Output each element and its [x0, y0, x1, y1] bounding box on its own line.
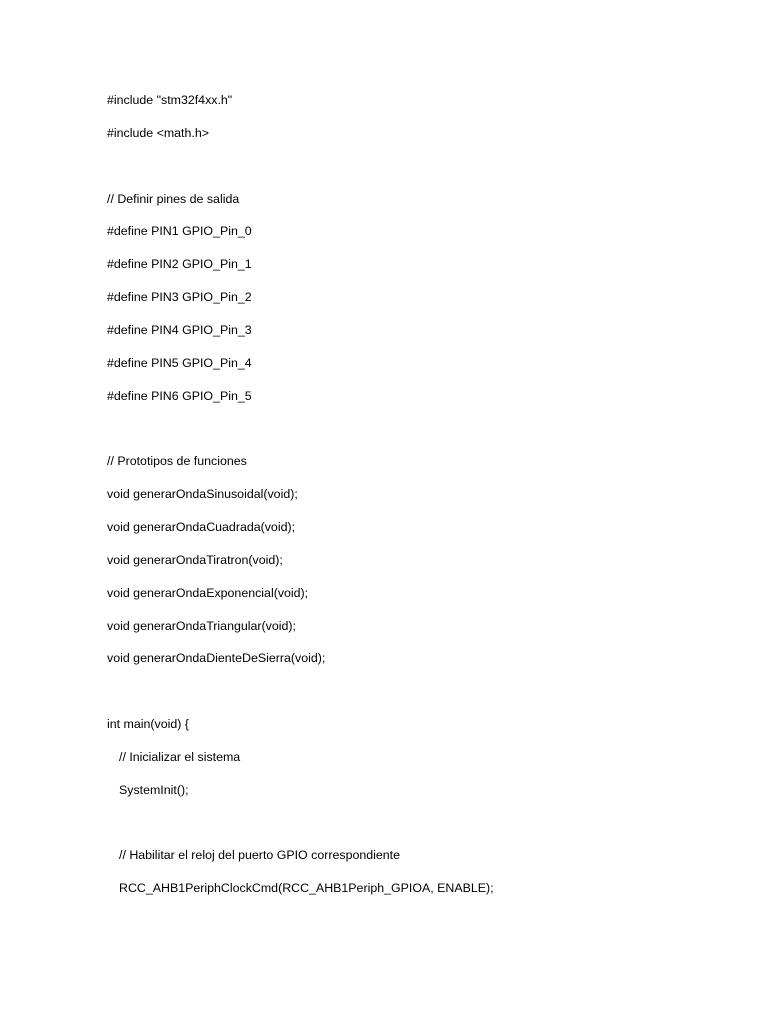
- code-line: void generarOndaTriangular(void);: [107, 618, 296, 633]
- code-line: #define PIN2 GPIO_Pin_1: [107, 257, 252, 272]
- blank-line: [107, 814, 494, 847]
- code-line: void generarOndaSinusoidal(void);: [107, 487, 298, 502]
- code-line: #define PIN4 GPIO_Pin_3: [107, 322, 252, 337]
- code-line: #define PIN6 GPIO_Pin_5: [107, 388, 252, 403]
- code-line: int main(void) {: [107, 717, 189, 732]
- blank-line: [107, 157, 494, 190]
- code-line: void generarOndaDienteDeSierra(void);: [107, 651, 326, 666]
- code-line: void generarOndaExponencial(void);: [107, 585, 309, 600]
- code-line: #include "stm32f4xx.h": [107, 93, 233, 107]
- blank-line: [107, 419, 494, 452]
- code-line: RCC_AHB1PeriphClockCmd(RCC_AHB1Periph_GPIOA, ENABLE);: [119, 881, 494, 896]
- code-comment: // Habilitar el reloj del puerto GPIO correspondiente: [119, 848, 400, 863]
- code-line: #define PIN3 GPIO_Pin_2: [107, 290, 252, 305]
- code-line: void generarOndaTiratron(void);: [107, 552, 283, 567]
- code-line: #define PIN5 GPIO_Pin_4: [107, 355, 252, 370]
- code-line: #include <math.h>: [107, 125, 209, 140]
- code-line: SystemInit();: [119, 782, 189, 797]
- code-line: void generarOndaCuadrada(void);: [107, 519, 296, 534]
- code-comment: // Inicializar el sistema: [119, 749, 241, 764]
- code-listing: [107, 91, 494, 912]
- blank-line: [107, 682, 494, 715]
- code-comment: // Definir pines de salida: [107, 191, 240, 206]
- code-comment: // Prototipos de funciones: [107, 454, 247, 469]
- code-line: #define PIN1 GPIO_Pin_0: [107, 224, 252, 239]
